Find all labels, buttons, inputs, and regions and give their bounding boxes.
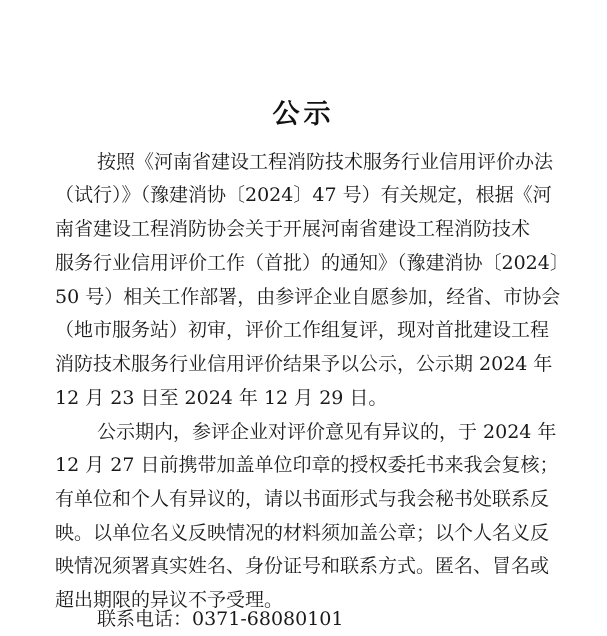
paragraph-line: 超出期限的异议不予受理。 (55, 589, 284, 611)
paragraph-line: 公示期内，参评企业对评价意见有异议的，于 2024 年 (97, 421, 557, 443)
paragraph-line: 有单位和个人有异议的，请以书面形式与我会秘书处联系反 (55, 488, 550, 510)
paragraph-line: 消防技术服务行业信用评价结果予以公示，公示期 2024 年 (55, 353, 553, 375)
paragraph-line: 映情况须署真实姓名、身份证号和联系方式。匿名、冒名或 (55, 555, 550, 577)
paragraph-line: 南省建设工程消防协会关于开展河南省建设工程消防技术 (55, 218, 531, 240)
paragraph-line: 映。以单位名义反映情况的材料须加盖公章；以个人名义反 (55, 522, 550, 544)
paragraph-line: 服务行业信用评价工作（首批）的通知》（豫建消协〔2024〕 (55, 252, 569, 274)
page-title: 公示 (272, 99, 335, 130)
paragraph-line: 50 号）相关工作部署，由参评企业自愿参加，经省、市协会 (55, 286, 561, 308)
paragraph-line: （地市服务站）初审，评价工作组复评，现对首批建设工程 (55, 319, 550, 341)
contact-phone: 联系电话：0371-68080101 (97, 608, 344, 630)
paragraph-line: 12 月 27 日前携带加盖单位印章的授权委托书来我会复核； (55, 454, 559, 476)
paragraph-line: （试行）》（豫建消协〔2024〕47 号）有关规定，根据《河 (55, 184, 552, 206)
paragraph-line: 按照《河南省建设工程消防技术服务行业信用评价办法 (97, 151, 554, 173)
paragraph-line: 12 月 23 日至 2024 年 12 月 29 日。 (55, 387, 388, 409)
